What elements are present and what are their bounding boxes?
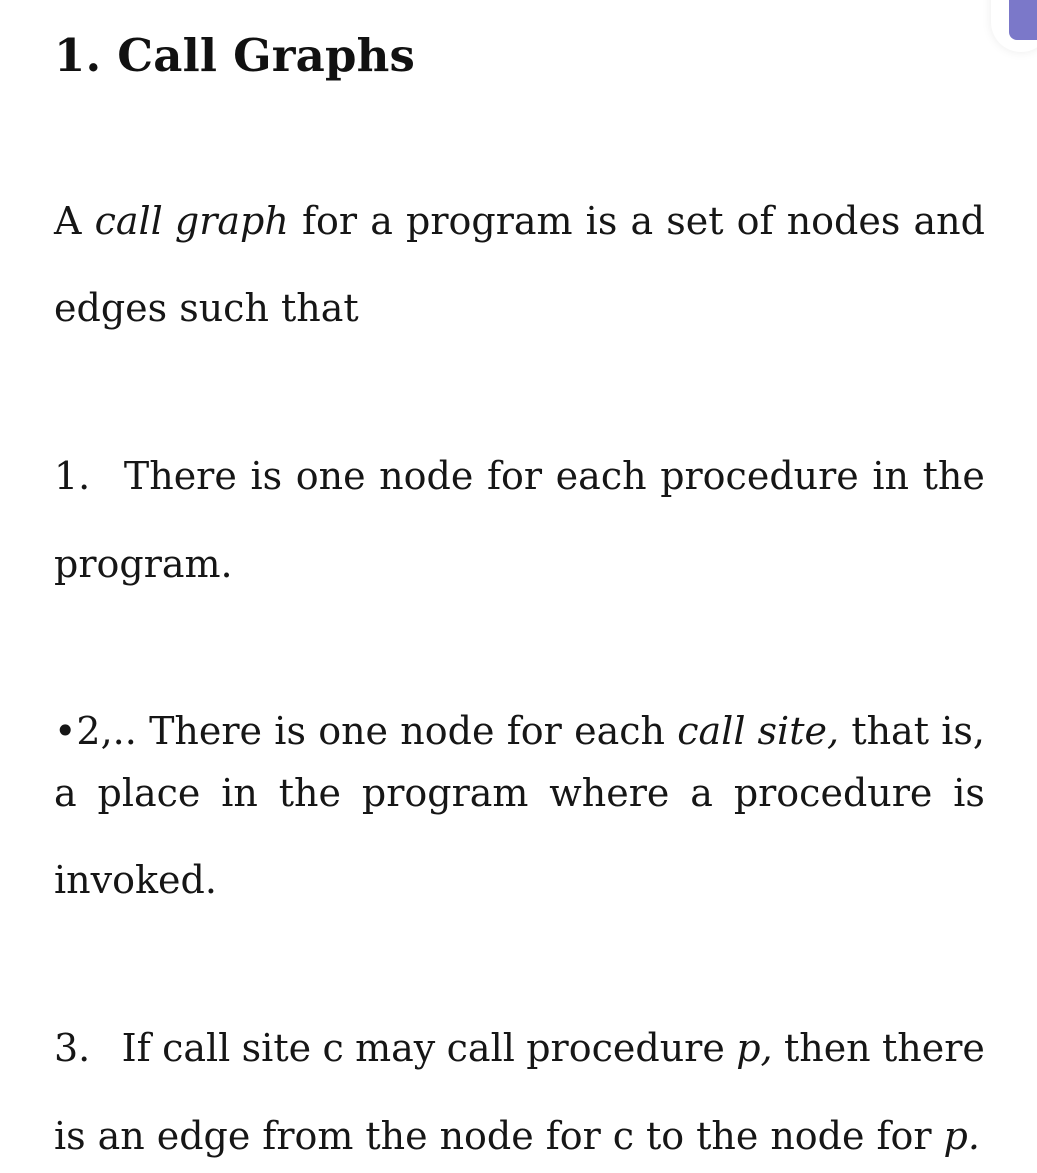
- term-p: p,: [736, 1026, 773, 1070]
- list-marker-3: 3.: [54, 1026, 91, 1070]
- intro-line-2: edges such that: [54, 286, 359, 330]
- list-item-3-line-1: 3. If call site c may call procedure p, then there: [54, 1026, 985, 1070]
- intro-line-1: A call graph for a program is a set of nodes and: [54, 199, 985, 243]
- list-item-3-line-2: is an edge from the node for c to the node for p.: [54, 1114, 980, 1158]
- scroll-handle-tab[interactable]: [1009, 0, 1037, 40]
- list-item-2-line-1: •2,.. There is one node for each call site, that is,: [54, 709, 985, 753]
- list-item-2-line-2: a place in the program where a procedure is: [54, 771, 985, 815]
- list-item-1-line-1: 1. There is one node for each procedure in the: [54, 454, 985, 498]
- list-marker-2: •2,..: [54, 709, 137, 753]
- page-title: 1. Call Graphs: [54, 29, 416, 82]
- term-call-graph: call graph: [94, 199, 289, 243]
- list-item-1-line-2: program.: [54, 542, 233, 586]
- term-call-site: call site,: [677, 709, 840, 753]
- list-marker-1: 1.: [54, 454, 91, 498]
- list-item-2-line-3: invoked.: [54, 858, 217, 902]
- term-p-final: p.: [943, 1114, 980, 1158]
